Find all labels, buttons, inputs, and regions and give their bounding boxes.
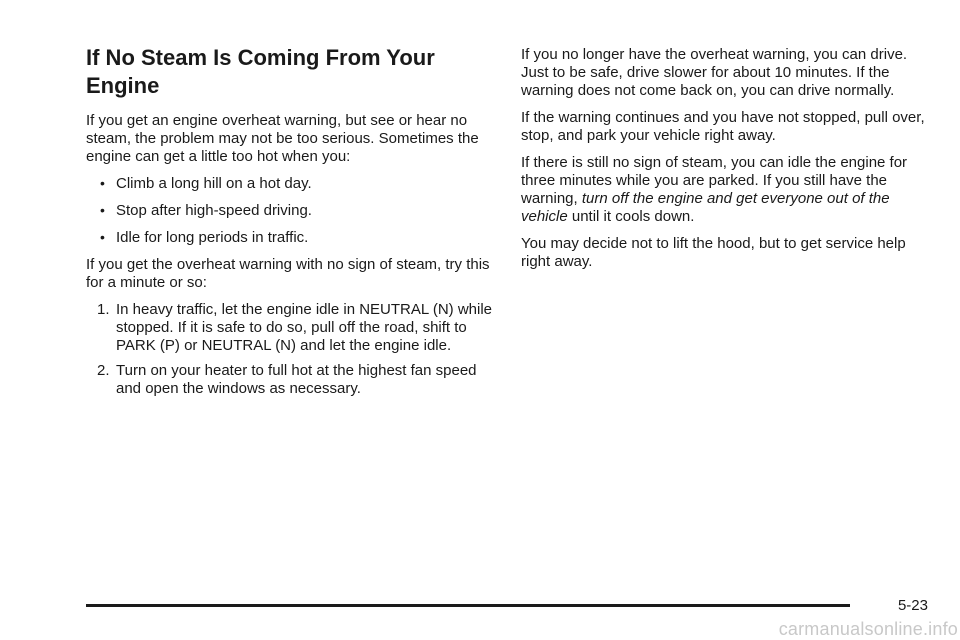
watermark: carmanualsonline.info bbox=[778, 619, 958, 639]
step-item bbox=[86, 301, 494, 355]
idle-engine-text-end: until it cools down. bbox=[567, 208, 695, 225]
steps-list bbox=[86, 301, 494, 398]
page-number: 5-23 bbox=[897, 597, 928, 614]
step-number: 1. bbox=[97, 301, 110, 318]
list-item-text: Idle for long periods in traffic. bbox=[116, 229, 309, 246]
step-text: In heavy traffic, let the engine idle in NEUTRAL (N) while stopped. If it is safe to do so, pull off the road, shift to PARK (P) or NEUTRAL (N) and let the engine idle. bbox=[116, 301, 493, 354]
list-item bbox=[86, 175, 494, 193]
list-item bbox=[86, 229, 494, 247]
steps-lead-paragraph: If you get the overheat warning with no sign of steam, try this for a minute or so: bbox=[86, 256, 490, 291]
left-column bbox=[86, 44, 494, 405]
conditions-list bbox=[86, 175, 494, 247]
list-item-text: Stop after high-speed driving. bbox=[116, 202, 312, 219]
service-paragraph: You may decide not to lift the hood, but to get service help right away. bbox=[521, 235, 906, 270]
right-column bbox=[521, 46, 931, 280]
footer-rule bbox=[86, 604, 850, 607]
idle-engine-emphasis: turn off the engine and get everyone out of the vehicle bbox=[521, 190, 890, 225]
no-warning-paragraph: If you no longer have the overheat warning, you can drive. Just to be safe, drive slower for about 10 minutes. If the warning does not come back on, you can drive normally. bbox=[521, 46, 908, 99]
idle-engine-paragraph bbox=[521, 154, 931, 226]
section-heading: If No Steam Is Coming From Your Engine bbox=[86, 45, 435, 98]
step-item bbox=[86, 362, 494, 398]
intro-paragraph: If you get an engine overheat warning, but see or hear no steam, the problem may not be too serious. Sometimes the engine can get a little too hot when you: bbox=[86, 112, 479, 165]
warning-continues-paragraph: If the warning continues and you have not stopped, pull over, stop, and park your vehicle right away. bbox=[521, 109, 925, 144]
list-item bbox=[86, 202, 494, 220]
list-item-text: Climb a long hill on a hot day. bbox=[116, 175, 312, 192]
idle-engine-text: If there is still no sign of steam, you can idle the engine for three minutes while you are parked. If you still have the warning, bbox=[521, 154, 908, 207]
bullet-icon: • bbox=[100, 229, 105, 245]
bullet-icon: • bbox=[100, 175, 105, 191]
step-number: 2. bbox=[97, 362, 110, 379]
step-text: Turn on your heater to full hot at the highest fan speed and open the windows as necessary. bbox=[116, 362, 477, 397]
bullet-icon: • bbox=[100, 202, 105, 218]
